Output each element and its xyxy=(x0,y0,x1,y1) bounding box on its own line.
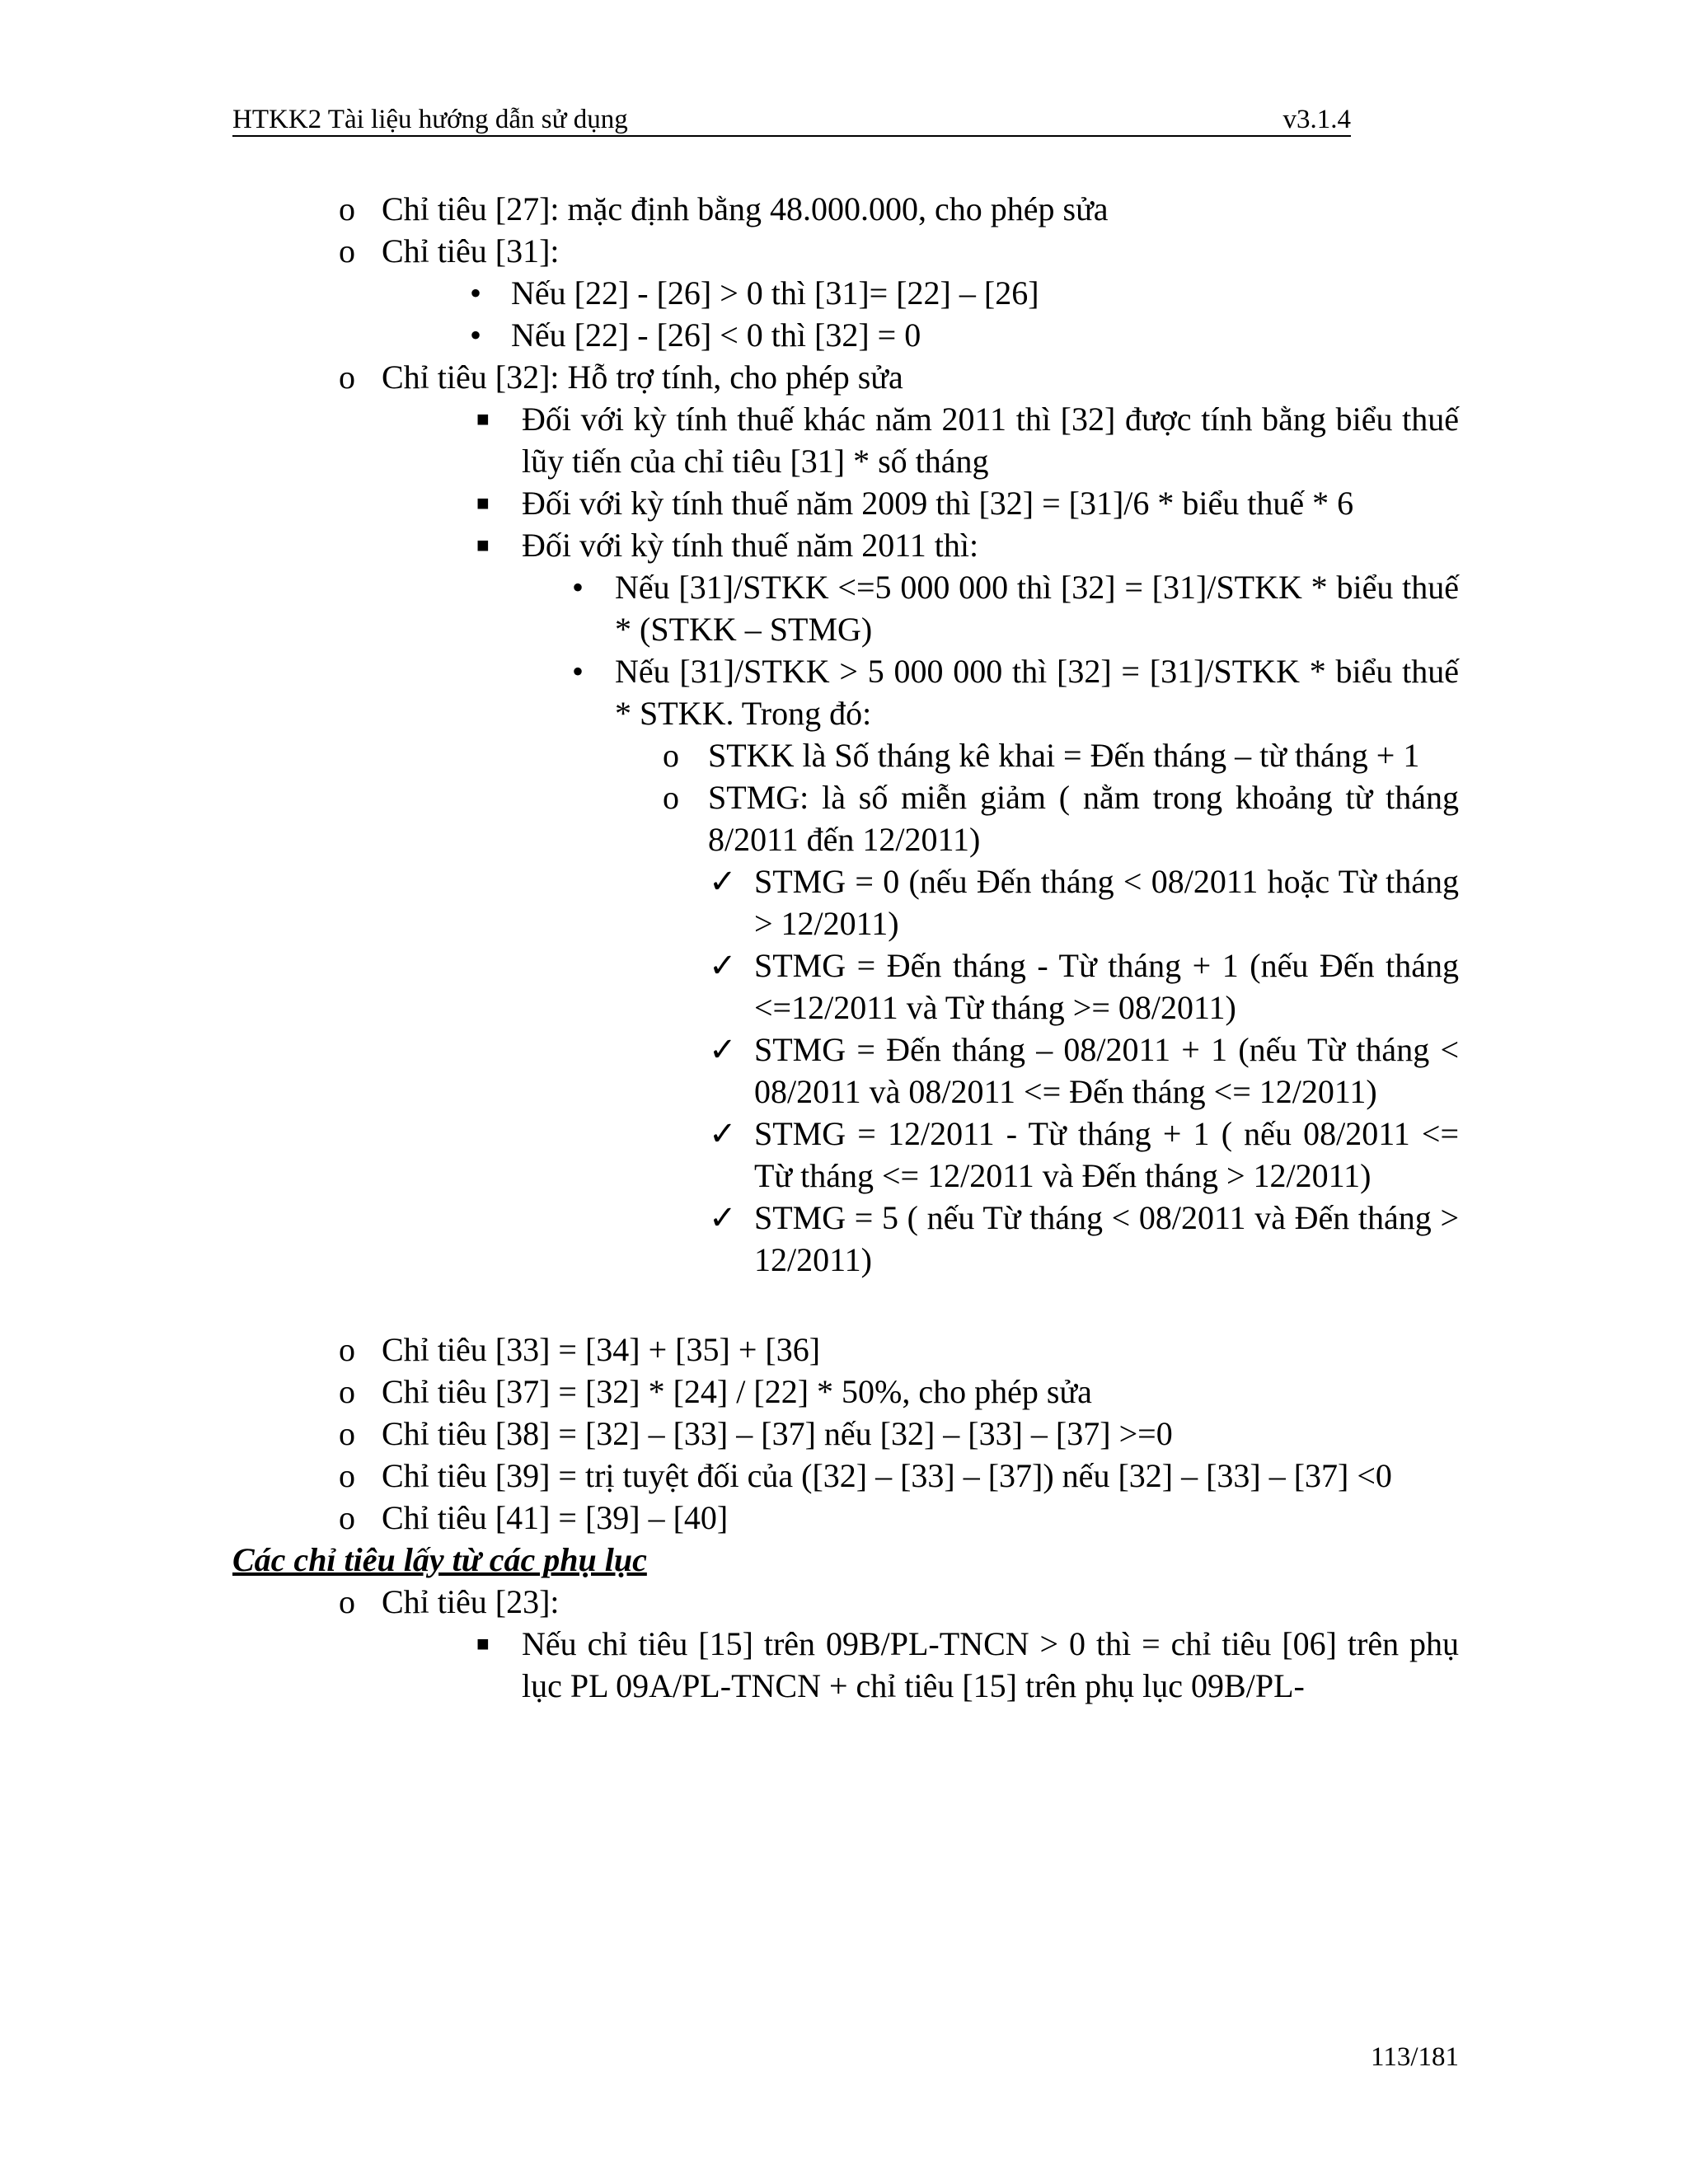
dot-bullet-icon: • xyxy=(572,653,584,690)
list-item-text: Nếu [31]/STKK > 5 000 000 thì [32] = [31]/STKK * biểu thuế * STKK. Trong đó: xyxy=(615,653,1459,732)
list-item-text: Chỉ tiêu [39] = trị tuyệt đối của ([32] – [33] – [37]) nếu [32] – [33] – [37] <0 xyxy=(382,1457,1392,1494)
list-item-text: Nếu [31]/STKK <=5 000 000 thì [32] = [31]/STKK * biểu thuế * (STKK – STMG) xyxy=(615,569,1459,648)
document-body xyxy=(0,188,1688,1707)
list-item xyxy=(470,272,1103,314)
list-item xyxy=(572,650,1459,734)
list-item-text: Chỉ tiêu [37] = [32] * [24] / [22] * 50%, cho phép sửa xyxy=(382,1373,1092,1410)
square-bullet-icon: ■ xyxy=(476,407,490,431)
list-item xyxy=(339,1371,1459,1413)
square-bullet-icon: ■ xyxy=(476,491,490,515)
list-item xyxy=(339,1455,1459,1497)
list-item xyxy=(339,1413,1459,1455)
circle-bullet-icon: o xyxy=(339,1457,355,1494)
list-item-text: STMG = Đến tháng – 08/2011 + 1 (nếu Từ tháng < 08/2011 và 08/2011 <= Đến tháng <= 12/2011) xyxy=(754,1031,1459,1110)
list-item xyxy=(709,1029,1459,1113)
circle-bullet-icon: o xyxy=(339,1373,355,1410)
list-item-text: Nếu chỉ tiêu [15] trên 09B/PL-TNCN > 0 thì = chỉ tiêu [06] trên phụ lục PL 09A/PL-TNCN + chỉ tiêu [15] trên phụ lục 09B/PL- xyxy=(522,1625,1459,1704)
checkmark-icon: ✓ xyxy=(709,1031,737,1068)
document-title: HTKK2 Tài liệu hướng dẫn sử dụng xyxy=(232,105,628,134)
square-bullet-icon: ■ xyxy=(476,533,490,557)
circle-bullet-icon: o xyxy=(339,1415,355,1452)
dot-bullet-icon: • xyxy=(572,569,584,606)
list-item-text: STMG: là số miễn giảm ( nằm trong khoảng từ tháng 8/2011 đến 12/2011) xyxy=(708,779,1459,858)
list-item-text: Chỉ tiêu [38] = [32] – [33] – [37] nếu [32] – [33] – [37] >=0 xyxy=(382,1415,1173,1452)
list-item-text: Nếu [22] - [26] < 0 thì [32] = 0 xyxy=(511,316,921,354)
list-item xyxy=(339,230,1459,272)
checkmark-icon: ✓ xyxy=(709,1115,737,1152)
list-item xyxy=(339,1497,1459,1539)
list-item xyxy=(476,1623,1459,1707)
list-item xyxy=(709,860,1459,944)
list-item xyxy=(709,1197,1459,1281)
circle-bullet-icon: o xyxy=(339,232,355,269)
list-item xyxy=(476,482,1459,524)
list-item-text: Đối với kỳ tính thuế năm 2009 thì [32] = [31]/6 * biểu thuế * 6 xyxy=(522,485,1354,522)
spacer xyxy=(0,1281,1688,1329)
list-item xyxy=(709,1113,1459,1197)
circle-bullet-icon: o xyxy=(339,190,355,227)
list-item xyxy=(476,524,1459,566)
section-title: Các chỉ tiêu lấy từ các phụ lục xyxy=(232,1541,647,1578)
list-item xyxy=(339,1581,1459,1623)
circle-bullet-icon: o xyxy=(663,779,679,816)
list-item xyxy=(476,398,1459,482)
list-item-text: Đối với kỳ tính thuế năm 2011 thì: xyxy=(522,527,979,564)
circle-bullet-icon: o xyxy=(339,1583,355,1620)
page-number: 113/181 xyxy=(1371,2042,1459,2072)
list-item xyxy=(470,314,1103,356)
list-item-text: Nếu [22] - [26] > 0 thì [31]= [22] – [26] xyxy=(511,274,1039,312)
list-item xyxy=(663,776,1459,860)
list-item-text: Chỉ tiêu [32]: Hỗ trợ tính, cho phép sửa xyxy=(382,359,903,396)
list-item-text: Đối với kỳ tính thuế khác năm 2011 thì [32] được tính bằng biểu thuế lũy tiến của chỉ tiêu [31] * số tháng xyxy=(522,401,1459,480)
list-item-text: Chỉ tiêu [27]: mặc định bằng 48.000.000, cho phép sửa xyxy=(382,190,1109,227)
list-item-text: Chỉ tiêu [23]: xyxy=(382,1583,560,1620)
circle-bullet-icon: o xyxy=(339,359,355,396)
dot-bullet-icon: • xyxy=(470,274,482,312)
list-item xyxy=(339,1329,1459,1371)
document-version: v3.1.4 xyxy=(1282,105,1351,134)
square-bullet-icon: ■ xyxy=(476,1632,490,1656)
list-item-text: Chỉ tiêu [41] = [39] – [40] xyxy=(382,1499,729,1536)
list-item-text: STMG = Đến tháng - Từ tháng + 1 (nếu Đến tháng <=12/2011 và Từ tháng >= 08/2011) xyxy=(754,947,1459,1026)
checkmark-icon: ✓ xyxy=(709,1199,737,1236)
circle-bullet-icon: o xyxy=(339,1499,355,1536)
circle-bullet-icon: o xyxy=(339,1331,355,1368)
list-item xyxy=(663,734,1459,776)
checkmark-icon: ✓ xyxy=(709,947,737,984)
list-item-text: Chỉ tiêu [33] = [34] + [35] + [36] xyxy=(382,1331,821,1368)
dot-bullet-icon: • xyxy=(470,316,482,354)
list-item-text: STMG = 5 ( nếu Từ tháng < 08/2011 và Đến tháng > 12/2011) xyxy=(754,1199,1459,1278)
list-item-text: STMG = 12/2011 - Từ tháng + 1 ( nếu 08/2011 <= Từ tháng <= 12/2011 và Đến tháng > 12/2011) xyxy=(754,1115,1459,1194)
list-item xyxy=(709,944,1459,1029)
list-item xyxy=(339,188,1459,230)
list-item-text: STMG = 0 (nếu Đến tháng < 08/2011 hoặc Từ tháng > 12/2011) xyxy=(754,863,1459,942)
page-header xyxy=(232,104,1351,137)
list-item xyxy=(339,356,1459,398)
list-item-text: Chỉ tiêu [31]: xyxy=(382,232,560,269)
list-item-text: STKK là Số tháng kê khai = Đến tháng – từ tháng + 1 xyxy=(708,737,1420,774)
list-item xyxy=(572,566,1459,650)
circle-bullet-icon: o xyxy=(663,737,679,774)
checkmark-icon: ✓ xyxy=(709,863,737,900)
